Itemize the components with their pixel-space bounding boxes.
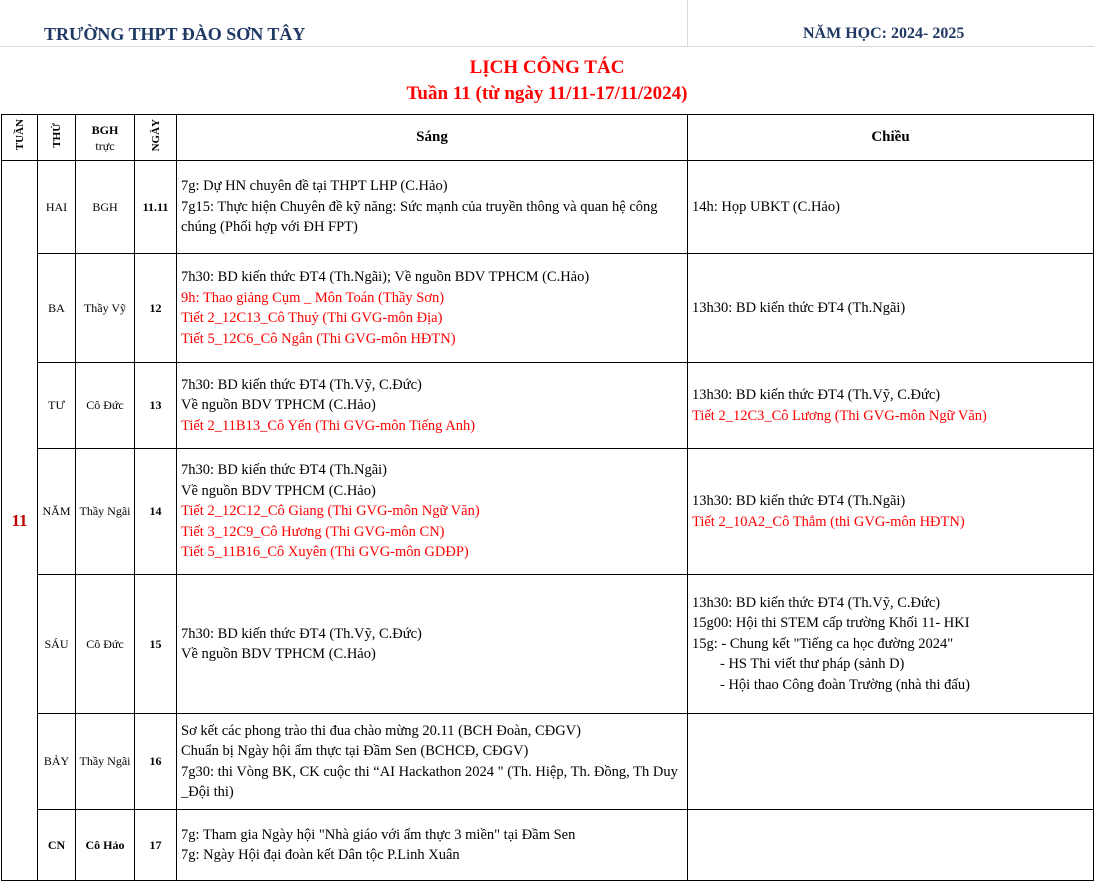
afternoon-cell (688, 449, 1094, 575)
morning-line: Về nguồn BDV TPHCM (C.Hảo) (181, 482, 376, 499)
table-row (2, 810, 1094, 881)
afternoon-line: 15g00: Hội thi STEM cấp trường Khối 11- HKI (692, 615, 970, 632)
morning-cell (177, 363, 688, 449)
afternoon-cell (688, 575, 1094, 714)
col-date: NGÀY (135, 115, 177, 161)
afternoon-cell (688, 161, 1094, 254)
table-row (2, 363, 1094, 449)
col-morning: Sáng (177, 115, 688, 161)
table-row (2, 161, 1094, 254)
duty-cell: Cô Đức (76, 575, 135, 714)
table-row (2, 714, 1094, 810)
page-subtitle: Tuần 11 (từ ngày 11/11-17/11/2024) (406, 83, 688, 104)
afternoon-cell (688, 254, 1094, 363)
week-number: 11 (2, 161, 38, 881)
date-cell: 16 (135, 714, 177, 810)
morning-line: Tiết 3_12C9_Cô Hương (Thi GVG-môn CN) (181, 523, 445, 540)
afternoon-line: 14h: Họp UBKT (C.Hảo) (692, 198, 840, 215)
table-row (2, 575, 1094, 714)
duty-cell: Thầy Vỹ (76, 254, 135, 363)
morning-cell (177, 810, 688, 881)
day-cell: BA (38, 254, 76, 363)
morning-line: 7h30: BD kiến thức ĐT4 (Th.Ngãi) (181, 462, 387, 479)
afternoon-line: - HS Thi viết thư pháp (sảnh D) (720, 656, 905, 673)
morning-cell (177, 449, 688, 575)
afternoon-cell (688, 714, 1094, 810)
day-cell: SÁU (38, 575, 76, 714)
morning-line: Chuẩn bị Ngày hội ẩm thực tại Đầm Sen (BCHCĐ, CĐGV) (181, 743, 529, 759)
afternoon-line: 13h30: BD kiến thức ĐT4 (Th.Ngãi) (692, 493, 906, 509)
date-cell: 15 (135, 575, 177, 714)
morning-line: Tiết 5_12C6_Cô Ngân (Thi GVG-môn HĐTN) (181, 330, 456, 347)
morning-line: Tiết 2_12C13_Cô Thuỷ (Thi GVG-môn Địa) (181, 310, 443, 326)
school-name: TRƯỜNG THPT ĐÀO SƠN TÂY (44, 24, 306, 44)
morning-line: Sơ kết các phong trào thi đua chào mừng 20.11 (BCH Đoàn, CĐGV) (181, 722, 581, 739)
morning-cell (177, 714, 688, 810)
morning-cell (177, 161, 688, 254)
afternoon-cell (688, 810, 1094, 881)
date-cell: 14 (135, 449, 177, 575)
afternoon-line: 13h30: BD kiến thức ĐT4 (Th.Vỹ, C.Đức) (692, 387, 941, 403)
page-title: LỊCH CÔNG TÁC (469, 57, 625, 78)
col-week: TUẦN (2, 115, 38, 161)
col-afternoon: Chiều (688, 115, 1094, 161)
col-bgh: BGH trực (76, 115, 135, 161)
afternoon-line: 13h30: BD kiến thức ĐT4 (Th.Vỹ, C.Đức) (692, 594, 941, 611)
school-year: NĂM HỌC: 2024- 2025 (803, 25, 965, 42)
duty-cell: Cô Hảo (76, 810, 135, 881)
morning-line: Tiết 2_11B13_Cô Yến (Thi GVG-môn Tiếng Anh) (181, 417, 476, 434)
morning-line: 9h: Thao giảng Cụm _ Môn Toán (Thầy Sơn) (181, 289, 445, 306)
afternoon-line: Tiết 2_12C3_Cô Lương (Thi GVG-môn Ngữ Văn) (692, 407, 987, 424)
morning-line: 7h30: BD kiến thức ĐT4 (Th.Vỹ, C.Đức) (181, 376, 422, 393)
table-row (2, 254, 1094, 363)
duty-cell: Cô Đức (76, 363, 135, 449)
morning-cell (177, 575, 688, 714)
afternoon-line: 13h30: BD kiến thức ĐT4 (Th.Ngãi) (692, 299, 906, 316)
duty-cell: BGH (76, 161, 135, 254)
day-cell: NĂM (38, 449, 76, 575)
morning-line: 7h30: BD kiến thức ĐT4 (Th.Ngãi); Về nguồn BDV TPHCM (C.Hảo) (181, 269, 590, 285)
day-cell: HAI (38, 161, 76, 254)
morning-line: 7g15: Thực hiện Chuyên đề kỹ năng: Sức mạnh của truyền thông và quan hệ công chúng (Phối hợp với ĐH FPT) (181, 198, 658, 236)
morning-line: Tiết 5_11B16_Cô Xuyên (Thi GVG-môn GDĐP) (181, 544, 469, 561)
afternoon-line: Tiết 2_10A2_Cô Thắm (thi GVG-môn HĐTN) (692, 513, 965, 530)
date-cell: 17 (135, 810, 177, 881)
morning-line: Tiết 2_12C12_Cô Giang (Thi GVG-môn Ngữ Văn) (181, 503, 480, 520)
gridline-horizontal (0, 46, 1094, 47)
afternoon-line: - Hội thao Công đoàn Trường (nhà thi đấu) (720, 676, 970, 693)
morning-line: Về nguồn BDV TPHCM (C.Hảo) (181, 397, 376, 414)
morning-line: 7h30: BD kiến thức ĐT4 (Th.Vỹ, C.Đức) (181, 625, 422, 642)
day-cell: CN (38, 810, 76, 881)
morning-line: 7g: Tham gia Ngày hội "Nhà giáo với ẩm thực 3 miền" tại Đầm Sen (181, 826, 576, 843)
gridline-vertical (687, 0, 688, 46)
duty-cell: Thầy Ngãi (76, 449, 135, 575)
date-cell: 12 (135, 254, 177, 363)
day-cell: TƯ (38, 363, 76, 449)
morning-line: Về nguồn BDV TPHCM (C.Hảo) (181, 646, 376, 662)
afternoon-cell (688, 363, 1094, 449)
morning-line: 7g: Ngày Hội đại đoàn kết Dân tộc P.Linh Xuân (181, 847, 460, 863)
morning-line: 7g: Dự HN chuyên đề tại THPT LHP (C.Hảo) (181, 178, 448, 195)
schedule-table (1, 114, 1094, 881)
morning-line: 7g30: thi Vòng BK, CK cuộc thi “AI Hackathon 2024 " (Th. Hiệp, Th. Đồng, Th Duy _Đội thi) (181, 763, 678, 800)
table-row (2, 449, 1094, 575)
duty-cell: Thầy Ngãi (76, 714, 135, 810)
header-row (2, 115, 1094, 161)
morning-cell (177, 254, 688, 363)
date-cell: 13 (135, 363, 177, 449)
day-cell: BẢY (38, 714, 76, 810)
date-cell: 11.11 (135, 161, 177, 254)
afternoon-line: 15g: - Chung kết "Tiếng ca học đường 2024" (692, 635, 954, 652)
col-day: THỨ (38, 115, 76, 161)
